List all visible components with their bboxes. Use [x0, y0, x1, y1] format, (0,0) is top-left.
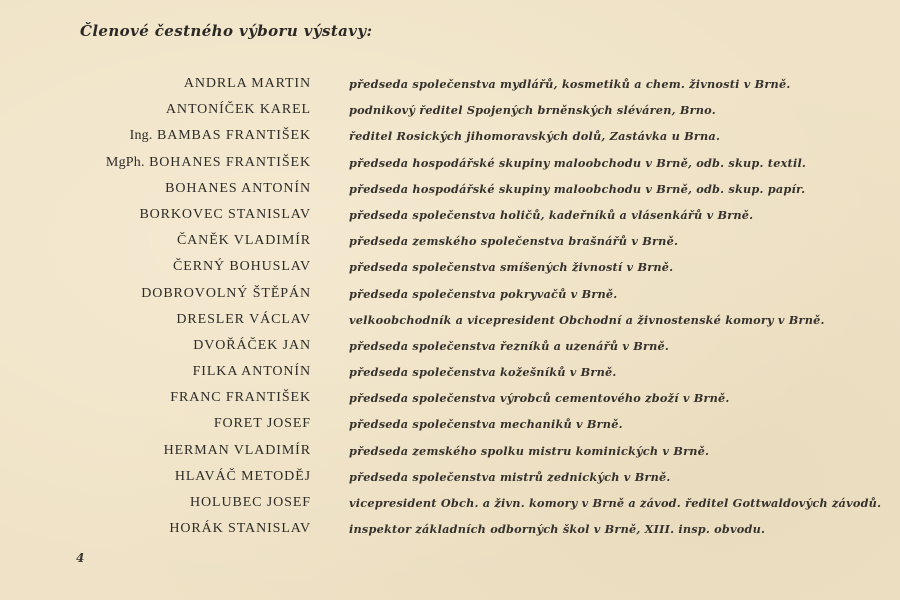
member-role: ředitel Rosických jihomoravských dolů, Zastávka u Brna. [349, 129, 721, 144]
member-role: předseda společenstva mechaniků v Brně. [349, 417, 623, 432]
member-row [0, 521, 900, 547]
member-name [173, 259, 311, 275]
member-name-text: ČERNÝ BOHUSLAV [173, 259, 311, 275]
member-row [0, 259, 900, 285]
member-row [0, 443, 900, 469]
member-role: velkoobchodník a vicepresident Obchodní a živnostenské komory v Brně. [349, 312, 825, 327]
member-name [193, 364, 311, 380]
member-row [0, 128, 900, 154]
member-row [0, 181, 900, 207]
member-name [130, 128, 311, 144]
member-name [106, 155, 311, 171]
member-name-text: BOHANES FRANTIŠEK [149, 154, 311, 170]
member-name [139, 207, 311, 223]
member-title: Ing. [129, 128, 153, 144]
member-name-text: BORKOVEC STANISLAV [139, 206, 311, 222]
member-name [176, 312, 311, 328]
member-role: předseda společenstva smíšených živností v Brně. [349, 260, 674, 275]
member-role: předseda zemského spolku mistru kominických v Brně. [349, 443, 710, 458]
member-name-text: DOBROVOLNÝ ŠTĚPÁN [141, 285, 311, 301]
member-name-text: HLAVÁČ METODĚJ [174, 468, 311, 484]
member-name [193, 338, 311, 354]
member-name [141, 286, 311, 302]
member-name-text: ANTONÍČEK KAREL [165, 102, 311, 118]
member-role: vicepresident Obch. a živn. komory v Brně a závod. ředitel Gottwaldových závodů. [349, 496, 882, 510]
member-row [0, 286, 900, 312]
member-name [177, 233, 311, 249]
member-name [190, 495, 311, 511]
member-role: předseda zemského společenstva brašnářů v Brně. [349, 234, 679, 249]
member-row [0, 390, 900, 416]
member-name [184, 76, 311, 92]
member-role: předseda hospodářské skupiny maloobchodu v Brně, odb. skup. textil. [349, 155, 807, 170]
member-row [0, 364, 900, 390]
member-name-text: DVOŘÁČEK JAN [193, 337, 311, 353]
member-name-text: FRANC FRANTIŠEK [170, 390, 311, 406]
member-list [0, 76, 900, 547]
member-name-text: HORÁK STANISLAV [169, 521, 311, 537]
member-row [0, 416, 900, 442]
member-name [165, 181, 311, 197]
member-title: MgPh. [105, 154, 145, 170]
member-name-text: HOLUBEC JOSEF [190, 495, 311, 510]
member-role: podnikový ředitel Spojených brněnských sléváren, Brno. [349, 103, 716, 118]
member-role: předseda společenstva kožešníků v Brně. [349, 365, 617, 380]
member-name [164, 443, 311, 459]
member-name-text: ANDRLA MARTIN [183, 76, 311, 91]
member-name [175, 469, 311, 485]
member-row [0, 76, 900, 102]
member-role: předseda společenstva mydlářů, kosmetiků a chem. živnosti v Brně. [349, 77, 791, 91]
member-row [0, 207, 900, 233]
page-heading: Členové čestného výboru výstavy: [80, 22, 373, 40]
member-name-text: FILKA ANTONÍN [192, 364, 311, 380]
member-role: předseda hospodářské skupiny maloobchodu v Brně, odb. skup. papír. [349, 181, 806, 196]
member-name-text: HERMAN VLADIMÍR [163, 442, 311, 458]
member-role: předseda společenstva holičů, kadeřníků a vlásenkářů v Brně. [349, 207, 754, 222]
member-row [0, 102, 900, 128]
member-row [0, 469, 900, 495]
page-number: 4 [76, 551, 85, 565]
member-name [169, 521, 311, 537]
member-name [166, 102, 311, 118]
member-row [0, 495, 900, 521]
member-name [170, 390, 311, 406]
member-role: předseda společenstva výrobců cementového zboží v Brně. [349, 391, 730, 406]
member-name-text: BOHANES ANTONÍN [165, 180, 311, 196]
member-row [0, 233, 900, 259]
member-name [214, 416, 311, 432]
member-name-text: DRESLER VÁCLAV [176, 311, 311, 327]
member-row [0, 155, 900, 181]
member-role: inspektor základních odborných škol v Brně, XIII. insp. obvodu. [349, 522, 766, 537]
member-row [0, 338, 900, 364]
member-row [0, 312, 900, 338]
member-name-text: ČANĚK VLADIMÍR [176, 233, 311, 249]
member-role: předseda společenstva řezníků a uzenářů v Brně. [349, 338, 670, 353]
member-name-text: BAMBAS FRANTIŠEK [156, 128, 311, 144]
member-role: předseda společenstva mistrů zednických v Brně. [349, 469, 671, 484]
member-role: předseda společenstva pokryvačů v Brně. [349, 286, 618, 301]
member-name-text: FORET JOSEF [213, 416, 311, 432]
